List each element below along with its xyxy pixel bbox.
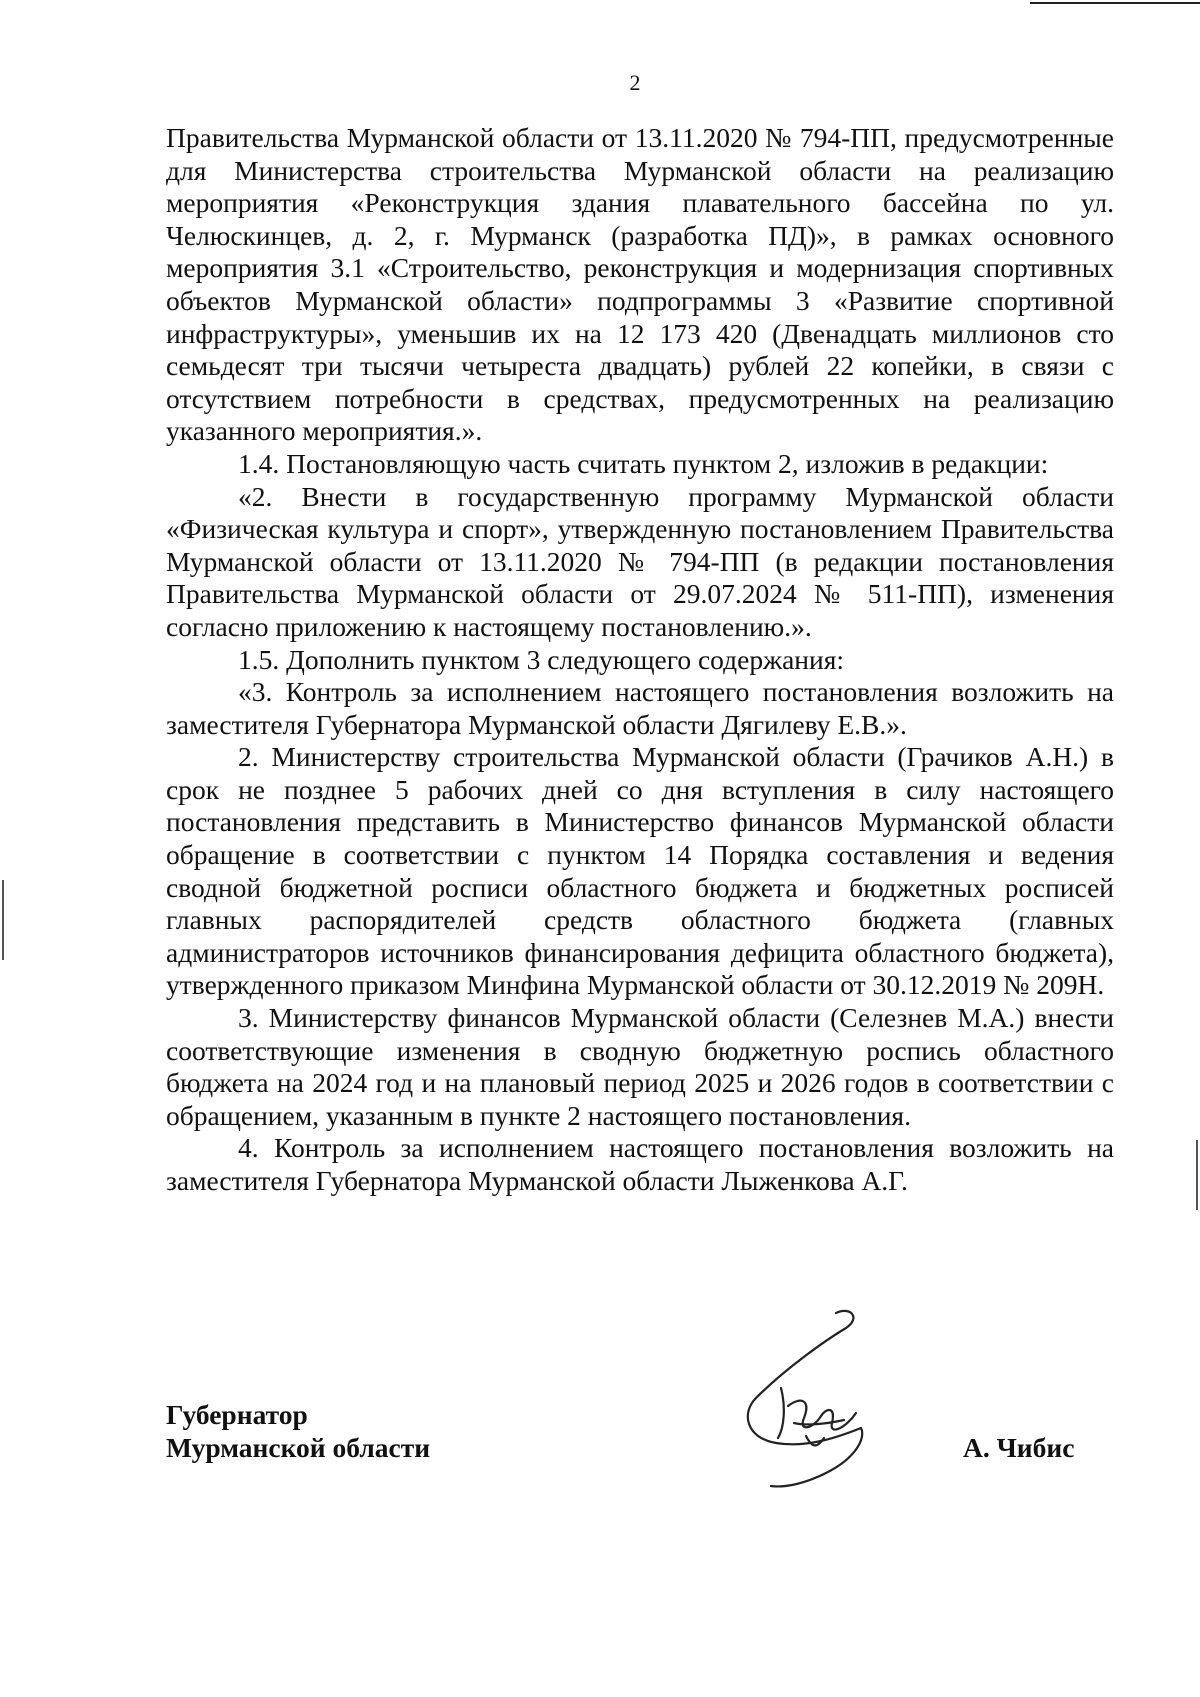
paragraph: 1.4. Постановляющую часть считать пунктом 2, изложив в редакции: (238, 447, 1049, 479)
paragraph: 2. Министерству строительства Мурманской области (Грачиков А.Н.) в срок не позднее 5 рабочих дней со дня вступления в силу настоящего постановления представить в Министерство финансов Мурманской области обращение в соответствии с пунктом 14 Порядка составления и ведения сводной бюджетной росписи областного бюджета и бюджетных росписей главных распорядителей средств областного бюджета (главных администраторов источников финансирования дефицита областного бюджета), утвержденного приказом Минфина Мурманской области от 30.12.2019 № 209Н. (166, 741, 1114, 1001)
page-number: 2 (629, 70, 641, 95)
signatory-title-line: Мурманской области (166, 1432, 431, 1463)
handwritten-signature (686, 1288, 906, 1488)
top-edge-rule (1030, 2, 1200, 4)
paragraph: 1.5. Дополнить пунктом 3 следующего содержания: (238, 643, 844, 675)
paragraph: 3. Министерству финансов Мурманской области (Селезнев М.А.) внести соответствующие изменения в сводную бюджетную роспись областного бюджета на 2024 год и на плановый период 2025 и 2026 годов в соответствии с обращением, указанным в пункте 2 настоящего постановления. (166, 1002, 1114, 1131)
document-body (166, 122, 1114, 1198)
scan-edge-mark (2, 880, 4, 960)
signatory-title (166, 1398, 430, 1464)
paragraph: «3. Контроль за исполнением настоящего постановления возложить на заместителя Губернатора Мурманской области Дягилеву Е.В.». (166, 676, 1114, 740)
scan-edge-mark (1196, 1140, 1198, 1210)
paragraph: 4. Контроль за исполнением настоящего постановления возложить на заместителя Губернатора Мурманской области Лыженкова А.Г. (166, 1132, 1114, 1196)
paragraph: «2. Внести в государственную программу Мурманской области «Физическая культура и спорт», утвержденную постановлением Правительства Мурманской области от 13.11.2020 № 794-ПП (в редакции постановления Правительства Мурманской области от 29.07.2024 № 511-ПП), изменения согласно приложению к настоящему постановлению.». (166, 480, 1114, 642)
paragraph: Правительства Мурманской области от 13.11.2020 № 794-ПП, предусмотренные для Министерства строительства Мурманской области на реализацию мероприятия «Реконструкция здания плавательного бассейна по ул. Челюскинцев, д. 2, г. Мурманск (разработка ПД)», в рамках основного мероприятия 3.1 «Строительство, реконструкция и модернизация спортивных объектов Мурманской области» подпрограммы 3 «Развитие спортивной инфраструктуры», уменьшив их на 12 173 420 (Двенадцать миллионов сто семьдесят три тысячи четыреста двадцать) рублей 22 копейки, в связи с отсутствием потребности в средствах, предусмотренных на реализацию указанного мероприятия.». (166, 122, 1114, 447)
signature-block (166, 1398, 1114, 1558)
signatory-name: А. Чибис (963, 1432, 1075, 1463)
signatory-title-line: Губернатор (166, 1399, 308, 1430)
